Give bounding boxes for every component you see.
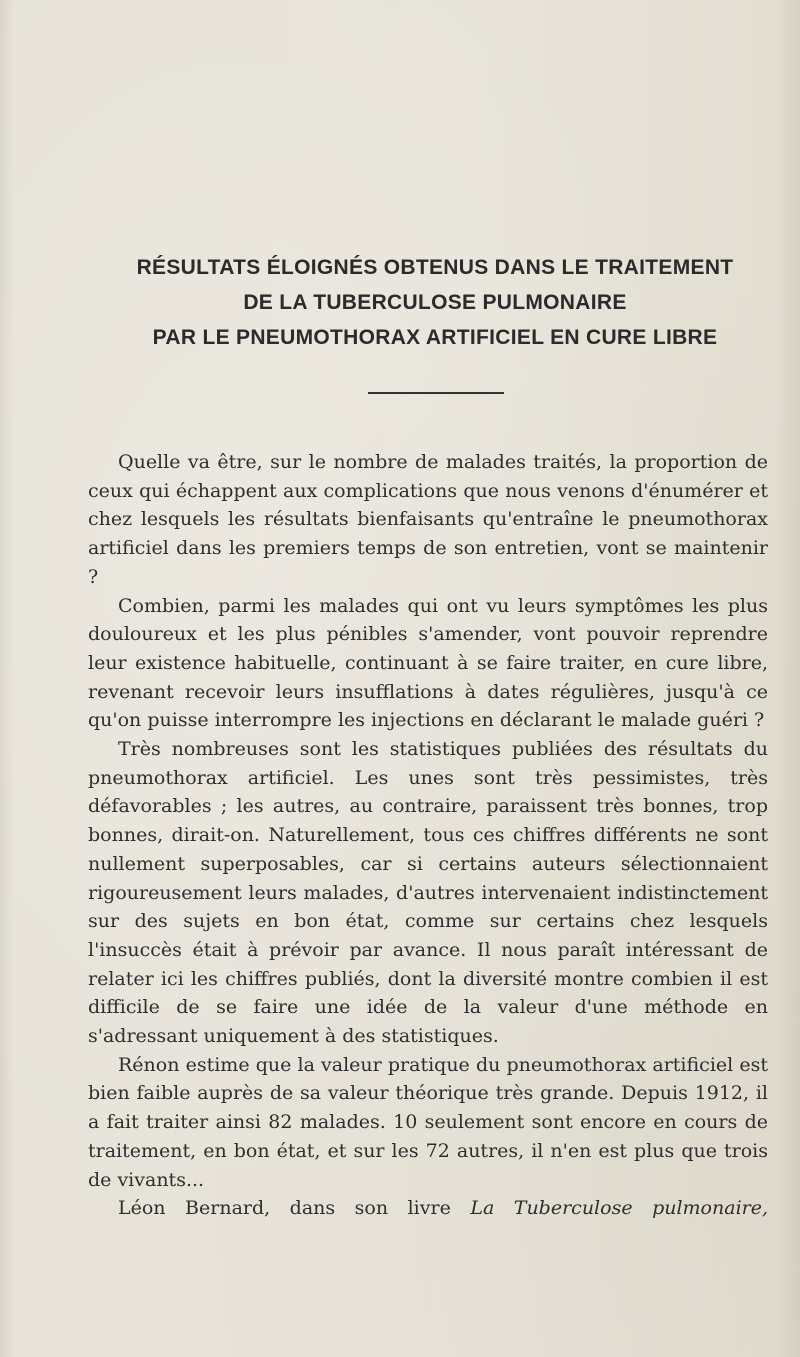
paragraph-1: Quelle va être, sur le nombre de malades traités, la proportion de ceux qui échappent aux complications que nous venons d'énumérer et chez lesquels les résultats bienfaisants qu'entraîne le pneumothorax artificiel dans les premiers temps de son entretien, vont se maintenir ?	[88, 451, 768, 588]
book-title: La Tuberculose pulmonaire,	[470, 1197, 769, 1220]
paragraph-2: Combien, parmi les malades qui ont vu leurs symptômes les plus douloureux et les plus pénibles s'amender, vont pouvoir reprendre leur existence habituelle, continuant à se faire traiter, en cure libre, revenant recevoir leurs insufflations à dates régulières, jusqu'à ce qu'on puisse interrompre les injections en déclarant le malade guéri ?	[88, 594, 768, 732]
paragraph-3: Très nombreuses sont les statistiques publiées des résultats du pneumothorax artificiel. Les unes sont très pessimistes, très défavorables ; les autres, au contraire, paraissent très bonnes, trop bonnes, dirait-on. Naturellement, tous ces chiffres différents ne sont nullement superposables, car si certains auteurs sélectionnaient rigoureusement leurs malades, d'autres intervenaient indistinctement sur des sujets en bon état, comme sur certains chez lesquels l'insuccès était à prévoir par avance. Il nous paraît intéressant de relater ici les chiffres publiés, dont la diversité montre combien il est difficile de se faire une idée de la valeur d'une méthode en s'adressant uniquement à des statistiques.	[88, 738, 768, 1048]
paragraph-5	[88, 1194, 768, 1223]
body-text	[88, 448, 768, 1223]
title-line-2: DE LA TUBERCULOSE PULMONAIRE	[243, 291, 627, 314]
title-line-3: PAR LE PNEUMOTHORAX ARTIFICIEL EN CURE LIBRE	[152, 326, 718, 349]
paragraph-4: Rénon estime que la valeur pratique du pneumothorax artificiel est bien faible auprès de sa valeur théorique très grande. Depuis 1912, il a fait traiter ainsi 82 malades. 10 seulement sont encore en cours de traitement, en bon état, et sur les 72 autres, il n'en est plus que trois de vivants...	[88, 1053, 768, 1191]
paragraph-5-lead: Léon Bernard, dans son livre	[118, 1197, 451, 1220]
title-line-1: RÉSULTATS ÉLOIGNÉS OBTENUS DANS LE TRAITEMENT	[136, 256, 734, 279]
chapter-title	[0, 250, 800, 355]
title-divider	[368, 392, 504, 394]
